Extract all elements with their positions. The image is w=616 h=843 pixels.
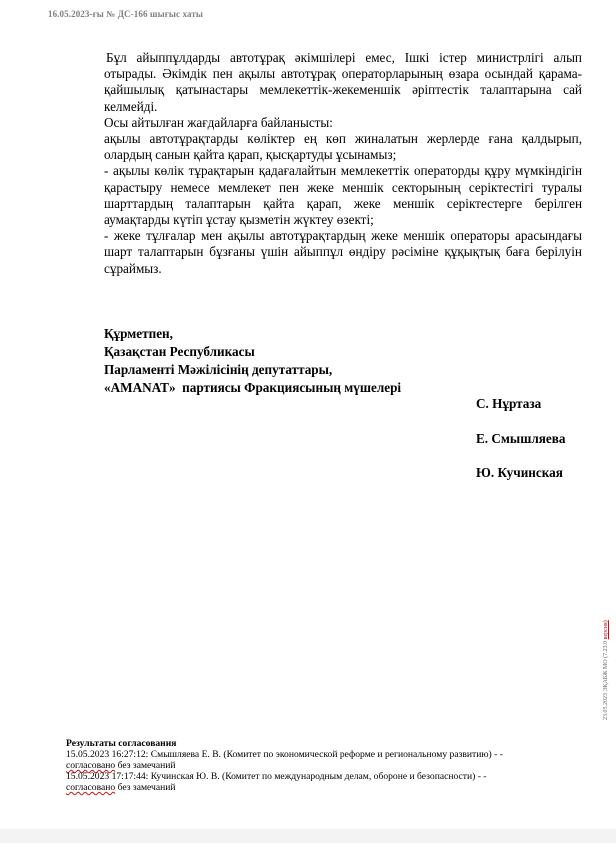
body-paragraph bbox=[104, 50, 582, 115]
approval-results bbox=[66, 738, 546, 793]
body-paragraph bbox=[104, 131, 582, 163]
approval-status-word: согласовано bbox=[66, 760, 116, 771]
system-stamp bbox=[603, 620, 609, 720]
paragraph-text: - ақылы көлік тұрақтарын қадағалайтын мемлекеттік операторды құру мүмкіндігін қарастыру немесе мемлекет пен жеке меншік секторының серіктестігі туралы шарттардың талаптарын қайта қарап, жеке меншік серіктестерге берілген аумақтарды күтіп ұстау қызметін жүктеу өзекті; bbox=[104, 163, 582, 228]
approval-status bbox=[66, 782, 546, 793]
paragraph-text: - жеке тұлғалар мен ақылы автотұрақтардың жеке меншік операторы арасындағы шарт талаптарын бұзғаны үшін айыппұл өндіру рәсіміне құқықтық баға берілуін сұраймыз. bbox=[104, 228, 582, 276]
signoff-line: Құрметпен, bbox=[104, 326, 173, 341]
stamp-version: версия) bbox=[603, 620, 609, 640]
signer-name: Ю. Кучинская bbox=[476, 465, 563, 480]
approval-line: 15.05.2023 17:17:44: Кучинская Ю. В. (Комитет по международным делам, обороне и безопасности) - - bbox=[66, 771, 487, 782]
approval-line: 15.05.2023 16:27:12: Смышляева Е. В. (Комитет по экономической реформе и региональному развитию) - - bbox=[66, 749, 503, 760]
paragraph-text: Бұл айыппұлдарды автотұрақ әкімшілері емес, Ішкі істер министрлігі алып отырады. Әкімдік пен ақылы автотұрақ операторларының өзара осындай қарама-қайшылық қатынастары мемлекеттік-жекеменшік әріптестік талаптарына сай келмейді. bbox=[104, 50, 582, 114]
approval-entry bbox=[66, 749, 546, 771]
page-bottom-bar bbox=[0, 829, 616, 843]
approval-entry bbox=[66, 771, 546, 793]
signer-name: С. Нұртаза bbox=[476, 396, 542, 411]
signer-name: Е. Смышляева bbox=[476, 431, 566, 446]
document-header: 16.05.2023-ғы № ДС-166 шығыс хаты bbox=[48, 9, 203, 19]
body-paragraph bbox=[104, 115, 582, 131]
approval-status-rest: без замечаний bbox=[115, 760, 176, 771]
signoff-line: Парламенті Мәжілісінің депутаттары, bbox=[104, 362, 333, 377]
body-paragraph bbox=[104, 163, 582, 228]
approval-title: Результаты согласования bbox=[66, 738, 177, 749]
stamp-text: 23.05.2023 ЭҚАБЖ МО (7.23.0 bbox=[603, 639, 609, 720]
paragraph-text: Осы айтылған жағдайларға байланысты: bbox=[104, 114, 333, 130]
signoff-line: «AMANAT» партиясы Фракциясының мүшелері bbox=[104, 380, 402, 395]
approval-status-word: согласовано bbox=[66, 782, 116, 793]
signoff-line: Қазақстан Республикасы bbox=[104, 344, 255, 359]
body-paragraph bbox=[104, 228, 582, 277]
signoff-block bbox=[104, 325, 401, 397]
approval-status bbox=[66, 760, 546, 771]
paragraph-text: ақылы автотұрақтарды көліктер ең көп жиналатын жерлерде ғана қалдырып, олардың санын қайта қарап, қысқартуды ұсынамыз; bbox=[104, 131, 582, 163]
approval-status-rest: без замечаний bbox=[115, 782, 176, 793]
letter-body bbox=[104, 50, 582, 277]
